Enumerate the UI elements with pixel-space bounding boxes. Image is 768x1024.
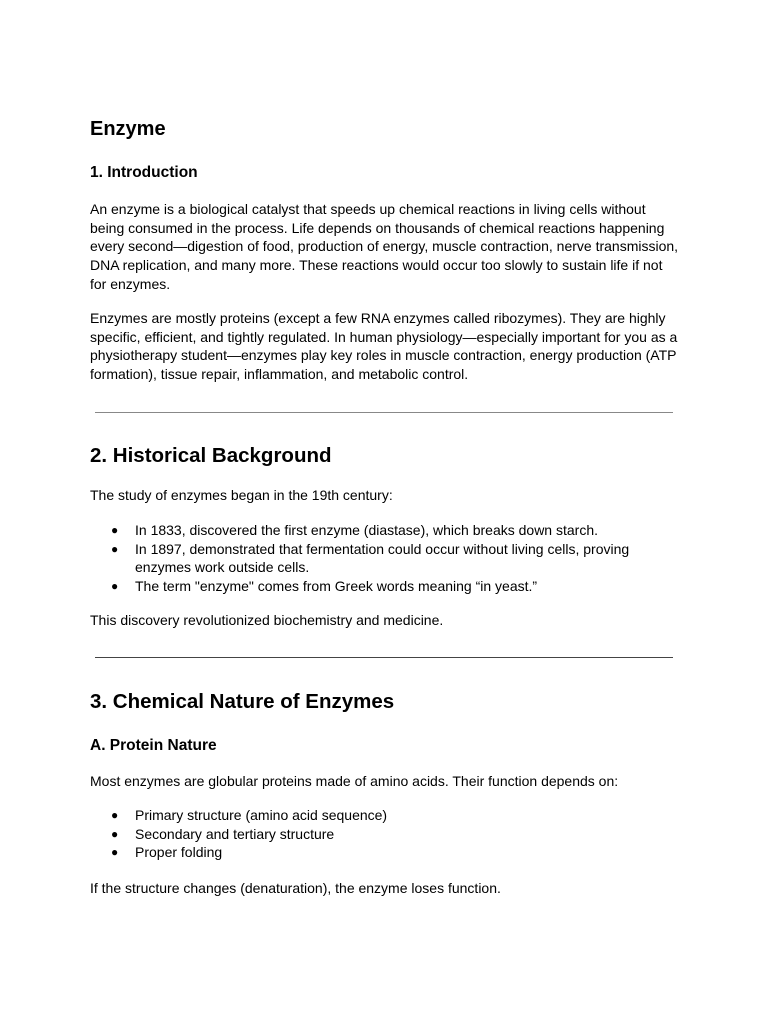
list-item-text: Proper folding: [135, 844, 223, 861]
bullet-icon: ●: [111, 826, 119, 841]
list-item-text: In 1897, demonstrated that fermentation could occur without living cells, proving enzymes work outside cells.: [135, 540, 630, 576]
list-item: [90, 521, 680, 540]
list-item: [90, 825, 680, 844]
history-lead-paragraph: The study of enzymes began in the 19th century:: [90, 487, 393, 503]
list-item-text: Secondary and tertiary structure: [135, 825, 335, 842]
list-item: [90, 806, 680, 825]
history-bullet-list: [90, 521, 680, 596]
list-item: [90, 843, 680, 862]
bullet-icon: ●: [111, 541, 119, 556]
intro-paragraph-2: Enzymes are mostly proteins (except a few RNA enzymes called ribozymes). They are highly specific, efficient, and tightly regulated. In human physiology—especially important for you as a physiotherapy student—enzymes play key roles in muscle contraction, energy production (ATP formation), tissue repair, inflammation, and metabolic control.: [90, 310, 678, 383]
chemical-lead-paragraph: Most enzymes are globular proteins made of amino acids. Their function depends on:: [90, 773, 619, 789]
chemical-closing-paragraph: If the structure changes (denaturation), the enzyme loses function.: [90, 880, 501, 896]
bullet-icon: ●: [111, 808, 119, 822]
list-item: [90, 577, 680, 596]
subsection-heading-protein-nature: A. Protein Nature: [90, 737, 217, 754]
list-item-text: Primary structure (amino acid sequence): [135, 807, 388, 823]
section-divider: [95, 412, 673, 413]
document-title: Enzyme: [90, 118, 166, 140]
intro-paragraph-1: An enzyme is a biological catalyst that speeds up chemical reactions in living cells without being consumed in the process. Life depends on thousands of chemical reactions happening every second—digestion of food, production of energy, muscle contraction, nerve transmission, DNA replication, and many more. These reactions would occur too slowly to sustain life if not for enzymes.: [90, 201, 679, 292]
section-heading-introduction: 1. Introduction: [90, 164, 198, 181]
protein-structure-bullet-list: [90, 806, 680, 862]
bullet-icon: ●: [111, 845, 119, 860]
list-item-text: The term "enzyme" comes from Greek words meaning “in yeast.”: [135, 578, 538, 595]
section-heading-historical-background: 2. Historical Background: [90, 444, 332, 467]
section-heading-chemical-nature: 3. Chemical Nature of Enzymes: [90, 690, 395, 713]
section-divider: [95, 657, 673, 658]
list-item: [90, 540, 680, 577]
history-closing-paragraph: This discovery revolutionized biochemistry and medicine.: [90, 612, 444, 628]
bullet-icon: ●: [111, 579, 119, 594]
bullet-icon: ●: [111, 523, 119, 537]
list-item-text: In 1833, discovered the first enzyme (diastase), which breaks down starch.: [135, 522, 598, 538]
